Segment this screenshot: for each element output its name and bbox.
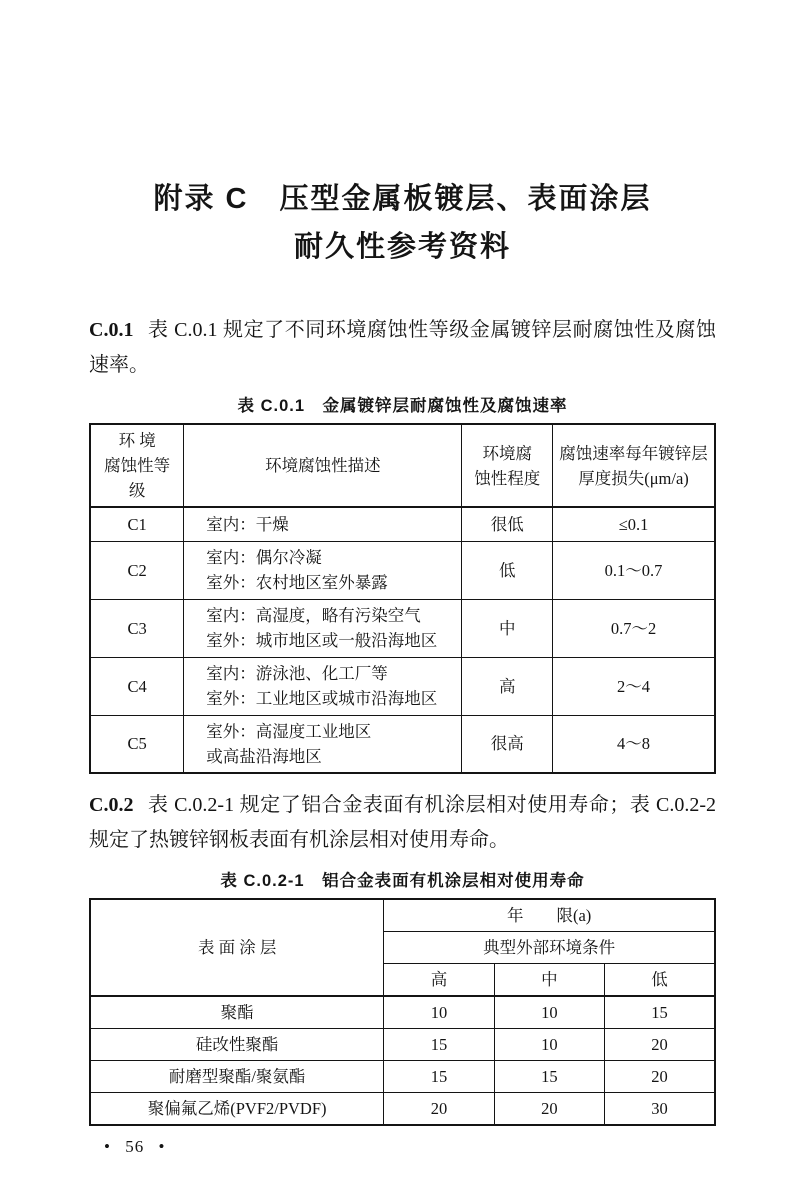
table-c01: [89, 423, 716, 774]
header-cell-description: 环境腐蚀性描述: [184, 424, 462, 507]
header-cell-level-mid: 中: [494, 964, 604, 997]
clause-c01: [89, 313, 716, 383]
value-cell-mid: 10: [494, 996, 604, 1029]
table-row-c3: [90, 599, 715, 657]
value-cell-high: 15: [384, 1061, 494, 1093]
header-cell-degree: 环境腐 蚀性程度: [462, 424, 553, 507]
table-c02-1-caption: 表 C.0.2-1 铝合金表面有机涂层相对使用寿命: [220, 872, 585, 890]
rate-cell: 0.1～0.7: [553, 541, 716, 599]
description-cell: 室内：高湿度，略有污染空气 室外：城市地区或一般沿海地区: [184, 599, 462, 657]
grade-cell: C4: [90, 657, 184, 715]
table-row-wear-resistant: [90, 1061, 715, 1093]
table-row-c5: [90, 715, 715, 773]
rate-cell: 4～8: [553, 715, 716, 773]
degree-cell: 很高: [462, 715, 553, 773]
grade-cell: C2: [90, 541, 184, 599]
appendix-title-line2: 耐久性参考资料: [293, 231, 511, 263]
description-cell: 室内：偶尔冷凝 室外：农村地区室外暴露: [184, 541, 462, 599]
coating-cell: 聚酯: [90, 996, 384, 1029]
degree-cell: 中: [462, 599, 553, 657]
rate-cell: 2～4: [553, 657, 716, 715]
page-number: • 56 •: [104, 1137, 166, 1156]
table-row-silicone-polyester: [90, 1029, 715, 1061]
coating-cell: 硅改性聚酯: [90, 1029, 384, 1061]
page-content: [89, 0, 716, 1157]
header-cell-coating: 表 面 涂 层: [90, 899, 384, 996]
header-cell-year-limit: 年 限(a): [384, 899, 715, 932]
description-cell: 室内：干燥: [184, 507, 462, 541]
table-row-pvdf: [90, 1093, 715, 1126]
value-cell-low: 15: [605, 996, 715, 1029]
value-cell-low: 30: [605, 1093, 715, 1126]
clause-c02: [89, 788, 716, 858]
table-c01-caption: 表 C.0.1 金属镀锌层耐腐蚀性及腐蚀速率: [237, 397, 568, 415]
rate-cell: 0.7～2: [553, 599, 716, 657]
degree-cell: 高: [462, 657, 553, 715]
grade-cell: C1: [90, 507, 184, 541]
header-cell-level-low: 低: [605, 964, 715, 997]
appendix-title: [89, 175, 716, 271]
table-header-row: [90, 899, 715, 932]
table-row-c2: [90, 541, 715, 599]
table-c02-1: [89, 898, 716, 1126]
degree-cell: 很低: [462, 507, 553, 541]
table-row-c1: [90, 507, 715, 541]
table-header-row: [90, 424, 715, 507]
header-cell-rate: 腐蚀速率每年镀锌层 厚度损失(μm/a): [553, 424, 716, 507]
header-cell-level-high: 高: [384, 964, 494, 997]
value-cell-mid: 20: [494, 1093, 604, 1126]
description-cell: 室外：高湿度工业地区 或高盐沿海地区: [184, 715, 462, 773]
coating-cell: 耐磨型聚酯/聚氨酯: [90, 1061, 384, 1093]
value-cell-high: 10: [384, 996, 494, 1029]
coating-cell: 聚偏氟乙烯(PVF2/PVDF): [90, 1093, 384, 1126]
rate-cell: ≤0.1: [553, 507, 716, 541]
value-cell-mid: 15: [494, 1061, 604, 1093]
grade-cell: C5: [90, 715, 184, 773]
grade-cell: C3: [90, 599, 184, 657]
value-cell-low: 20: [605, 1061, 715, 1093]
clause-c02-label: C.0.2: [89, 794, 134, 816]
clause-c01-label: C.0.1: [89, 319, 134, 341]
header-cell-env-condition: 典型外部环境条件: [384, 932, 715, 964]
degree-cell: 低: [462, 541, 553, 599]
value-cell-mid: 10: [494, 1029, 604, 1061]
clause-c02-text: 表 C.0.2-1 规定了铝合金表面有机涂层相对使用寿命；表 C.0.2-2 规定了热镀锌钢板表面有机涂层相对使用寿命。: [89, 794, 716, 851]
table-row-polyester: [90, 996, 715, 1029]
value-cell-high: 15: [384, 1029, 494, 1061]
header-cell-grade: 环 境 腐蚀性等级: [90, 424, 184, 507]
description-cell: 室内：游泳池、化工厂等 室外：工业地区或城市沿海地区: [184, 657, 462, 715]
value-cell-high: 20: [384, 1093, 494, 1126]
appendix-title-line1: 附录 C 压型金属板镀层、表面涂层: [153, 183, 652, 215]
table-row-c4: [90, 657, 715, 715]
value-cell-low: 20: [605, 1029, 715, 1061]
clause-c01-text: 表 C.0.1 规定了不同环境腐蚀性等级金属镀锌层耐腐蚀性及腐蚀速率。: [89, 319, 716, 376]
